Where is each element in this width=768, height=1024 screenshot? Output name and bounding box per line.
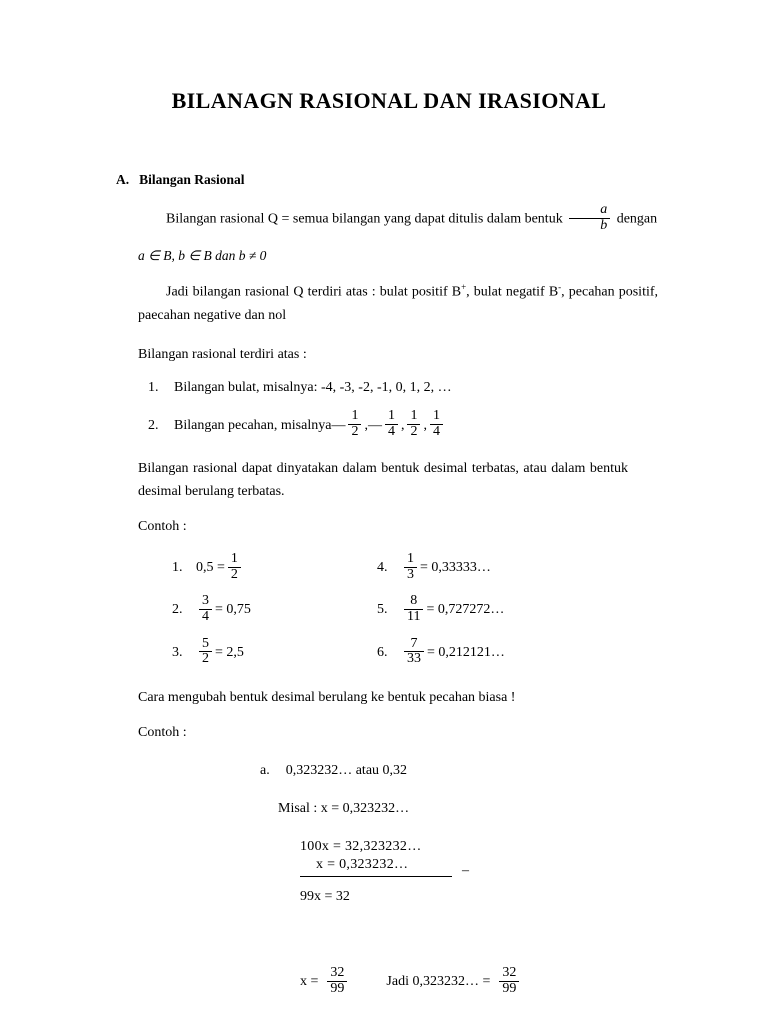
fraction-numerator: 3 bbox=[202, 593, 209, 609]
example-cell bbox=[377, 595, 582, 625]
paragraph-terdiri: Bilangan rasional terdiri atas : bbox=[138, 347, 307, 363]
fraction-numerator: 7 bbox=[410, 635, 418, 651]
fraction bbox=[404, 552, 417, 582]
final-jadi-label: Jadi 0,323232… = bbox=[386, 974, 491, 990]
fraction-denominator: 4 bbox=[385, 424, 398, 440]
list-item bbox=[148, 380, 658, 396]
worked-item bbox=[260, 763, 658, 779]
example-label: 6. bbox=[377, 644, 388, 660]
example-cell bbox=[172, 595, 377, 625]
example-cell bbox=[172, 635, 377, 668]
list-item-label: Bilangan bulat, misalnya: -4, -3, -2, -1, 0, 1, 2, … bbox=[174, 380, 452, 396]
section-heading bbox=[116, 172, 658, 188]
calc-line-2: x = 0,323232… bbox=[316, 857, 409, 873]
example-label: 5. bbox=[377, 602, 388, 618]
list-item-number: 2. bbox=[148, 417, 159, 433]
example-row bbox=[172, 635, 592, 668]
fraction-denominator: 4 bbox=[199, 609, 212, 625]
jadi-text-end: , pecahan positif, paecahan negative dan nol bbox=[138, 285, 659, 324]
example-row bbox=[172, 595, 592, 625]
label-contoh-1: Contoh : bbox=[138, 518, 187, 534]
fraction-one-quarter-b bbox=[430, 409, 443, 439]
fraction-one-quarter bbox=[385, 409, 398, 439]
label-contoh-2: Contoh : bbox=[138, 725, 187, 741]
fraction-sign: , bbox=[423, 417, 427, 433]
fraction-denominator: 3 bbox=[404, 567, 417, 583]
fraction-one-half bbox=[348, 409, 361, 439]
fraction bbox=[404, 594, 423, 624]
list-item-label: Bilangan pecahan, misalnya bbox=[174, 417, 332, 433]
jadi-text-start: Jadi bilangan rasional Q terdiri atas : bulat positif B bbox=[166, 285, 462, 301]
definition-text-pre: Bilangan rasional Q = semua bilangan yang dapat ditulis dalam bentuk bbox=[166, 211, 563, 227]
fraction-denominator: 11 bbox=[404, 609, 423, 625]
fraction-denominator: 99 bbox=[327, 981, 347, 997]
list-item-number: 1. bbox=[148, 380, 159, 396]
fraction bbox=[199, 637, 212, 667]
section-title: Bilangan Rasional bbox=[139, 172, 245, 187]
fraction bbox=[404, 637, 424, 667]
example-tail: = 0,33333… bbox=[420, 560, 491, 576]
example-row bbox=[172, 550, 592, 583]
superscript-minus: - bbox=[558, 282, 562, 293]
example-tail: = 0,75 bbox=[215, 602, 251, 618]
fraction-numerator: 1 bbox=[410, 408, 418, 424]
jadi-text-mid: , bulat negatif B bbox=[466, 285, 559, 301]
example-label: 1. bbox=[172, 560, 183, 576]
fraction-numerator: 1 bbox=[432, 408, 440, 424]
final-x-label: x = bbox=[300, 974, 319, 990]
page-title: BILANAGN RASIONAL DAN IRASIONAL bbox=[171, 88, 607, 113]
calc-result: 99x = 32 bbox=[300, 889, 350, 905]
examples-table bbox=[172, 550, 592, 668]
definition-text-post: dengan bbox=[616, 211, 658, 227]
paragraph-cara: Cara mengubah bentuk desimal berulang ke bentuk pecahan biasa ! bbox=[138, 690, 516, 705]
minus-sign: – bbox=[462, 863, 469, 879]
fraction-denominator: 99 bbox=[499, 981, 519, 997]
fraction-denominator: 33 bbox=[404, 651, 424, 667]
fraction-numerator: 8 bbox=[410, 593, 418, 609]
fraction-numerator: 32 bbox=[502, 965, 517, 981]
final-x-group bbox=[300, 967, 350, 997]
example-tail: = 2,5 bbox=[215, 644, 244, 660]
example-cell bbox=[172, 550, 377, 583]
fraction-denominator: 2 bbox=[407, 424, 420, 440]
condition-line: a ∈ B, b ∈ B dan b ≠ 0 bbox=[138, 248, 267, 264]
worked-misal: Misal : x = 0,323232… bbox=[278, 801, 410, 817]
fraction-numerator: 1 bbox=[230, 550, 238, 566]
fraction-sign: — bbox=[331, 417, 346, 433]
fraction-denominator: 2 bbox=[199, 651, 212, 667]
worked-final bbox=[300, 967, 658, 997]
example-label: 3. bbox=[172, 644, 183, 660]
fraction bbox=[228, 552, 241, 582]
section-marker: A. bbox=[116, 172, 130, 187]
calc-line-1: 100x = 32,323232… bbox=[300, 839, 422, 855]
example-tail: = 0,727272… bbox=[426, 602, 505, 618]
fraction-sign: , bbox=[400, 417, 405, 433]
fraction-a-over-b bbox=[569, 203, 610, 233]
example-cell bbox=[377, 635, 582, 668]
fraction-denominator: 2 bbox=[228, 567, 241, 583]
fraction-denominator: b bbox=[569, 218, 610, 234]
fraction-numerator: 1 bbox=[407, 550, 414, 566]
fraction-numerator: 5 bbox=[202, 635, 209, 651]
worked-item-label: a. bbox=[260, 763, 270, 779]
fraction-32-99-b bbox=[499, 966, 519, 996]
paragraph-desimal: Bilangan rasional dapat dinyatakan dalam bentuk desimal terbatas, atau dalam bentuk desimal berulang terbatas. bbox=[138, 460, 628, 499]
example-lead: 0,5 = bbox=[196, 560, 225, 576]
paragraph-jadi bbox=[138, 280, 658, 327]
example-label: 2. bbox=[172, 602, 183, 618]
example-cell bbox=[377, 550, 582, 583]
superscript-plus: + bbox=[461, 282, 467, 293]
fraction-group-pecahan bbox=[331, 410, 446, 440]
fraction-numerator: 32 bbox=[330, 965, 345, 981]
fraction-one-half-b bbox=[407, 409, 420, 439]
final-jadi-group bbox=[386, 967, 522, 997]
paragraph-definition bbox=[138, 204, 658, 234]
fraction bbox=[199, 594, 212, 624]
example-tail: = 0,212121… bbox=[427, 644, 505, 660]
fraction-numerator: 1 bbox=[351, 408, 359, 424]
worked-item-text: 0,323232… atau 0,32 bbox=[285, 763, 408, 779]
list-item bbox=[148, 410, 658, 440]
fraction-32-99 bbox=[327, 966, 347, 996]
fraction-sign: ,— bbox=[364, 417, 382, 433]
fraction-denominator: 4 bbox=[430, 424, 443, 440]
example-label: 4. bbox=[377, 560, 388, 576]
fraction-denominator: 2 bbox=[348, 424, 361, 440]
fraction-numerator: a bbox=[600, 202, 608, 217]
worked-calculation bbox=[300, 839, 560, 905]
fraction-numerator: 1 bbox=[387, 408, 395, 424]
